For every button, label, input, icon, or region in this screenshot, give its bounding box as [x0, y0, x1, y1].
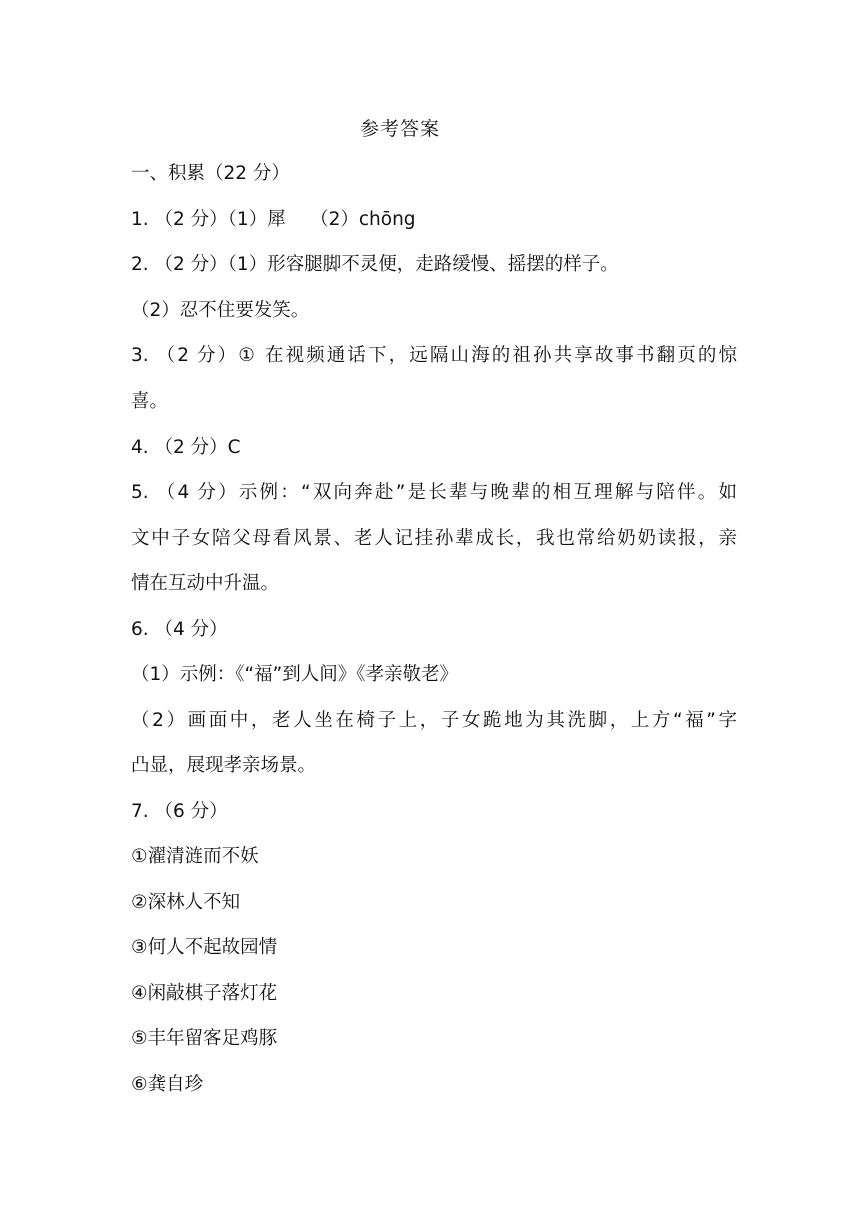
answer-line-5: 5. （4 分）示例：“双向奔赴”是长辈与晚辈的相互理解与陪伴。如	[131, 482, 737, 503]
poem-answer-1: ①濯清涟而不妖	[131, 846, 259, 867]
section-heading-accumulation: 一、积累（22 分）	[131, 163, 290, 184]
answer-line-5-continued-1: 文中子女陪父母看风景、老人记挂孙辈成长，我也常给奶奶读报，亲	[131, 528, 737, 549]
answer-line-6-part-2: （2）画面中，老人坐在椅子上，子女跪地为其洗脚，上方“福”字	[131, 710, 737, 731]
answer-line-3-continued: 喜。	[131, 391, 169, 412]
poem-answer-2: ②深林人不知	[131, 892, 241, 913]
answer-line-5-continued-2: 情在互动中升温。	[131, 573, 280, 594]
page-title	[0, 115, 868, 143]
poem-answer-4: ④闲敲棋子落灯花	[131, 983, 278, 1004]
answer-line-6-part-2-continued: 凸显，展现孝亲场景。	[131, 755, 317, 776]
answer-line-6-part-1: （1）示例：《“福”到人间》《孝亲敬老》	[131, 664, 458, 685]
answer-line-7: 7. （6 分）	[131, 801, 228, 822]
answer-line-1: 1. （2 分）（1）犀 （2）chōng	[131, 209, 416, 230]
poem-answer-3: ③何人不起故园情	[131, 937, 278, 958]
answer-line-3: 3. （2 分）① 在视频通话下，远隔山海的祖孙共享故事书翻页的惊	[131, 345, 737, 366]
page-title-text: 参考答案	[359, 118, 440, 140]
poem-answer-6: ⑥龚自珍	[131, 1074, 204, 1095]
answer-line-4: 4. （2 分）C	[131, 437, 241, 458]
answer-line-2: 2. （2 分）（1）形容腿脚不灵便，走路缓慢、摇摆的样子。	[131, 254, 619, 275]
answer-line-6: 6. （4 分）	[131, 619, 228, 640]
poem-answer-5: ⑤丰年留客足鸡豚	[131, 1028, 278, 1049]
answer-line-2-part-2: （2）忍不住要发笑。	[131, 300, 310, 321]
